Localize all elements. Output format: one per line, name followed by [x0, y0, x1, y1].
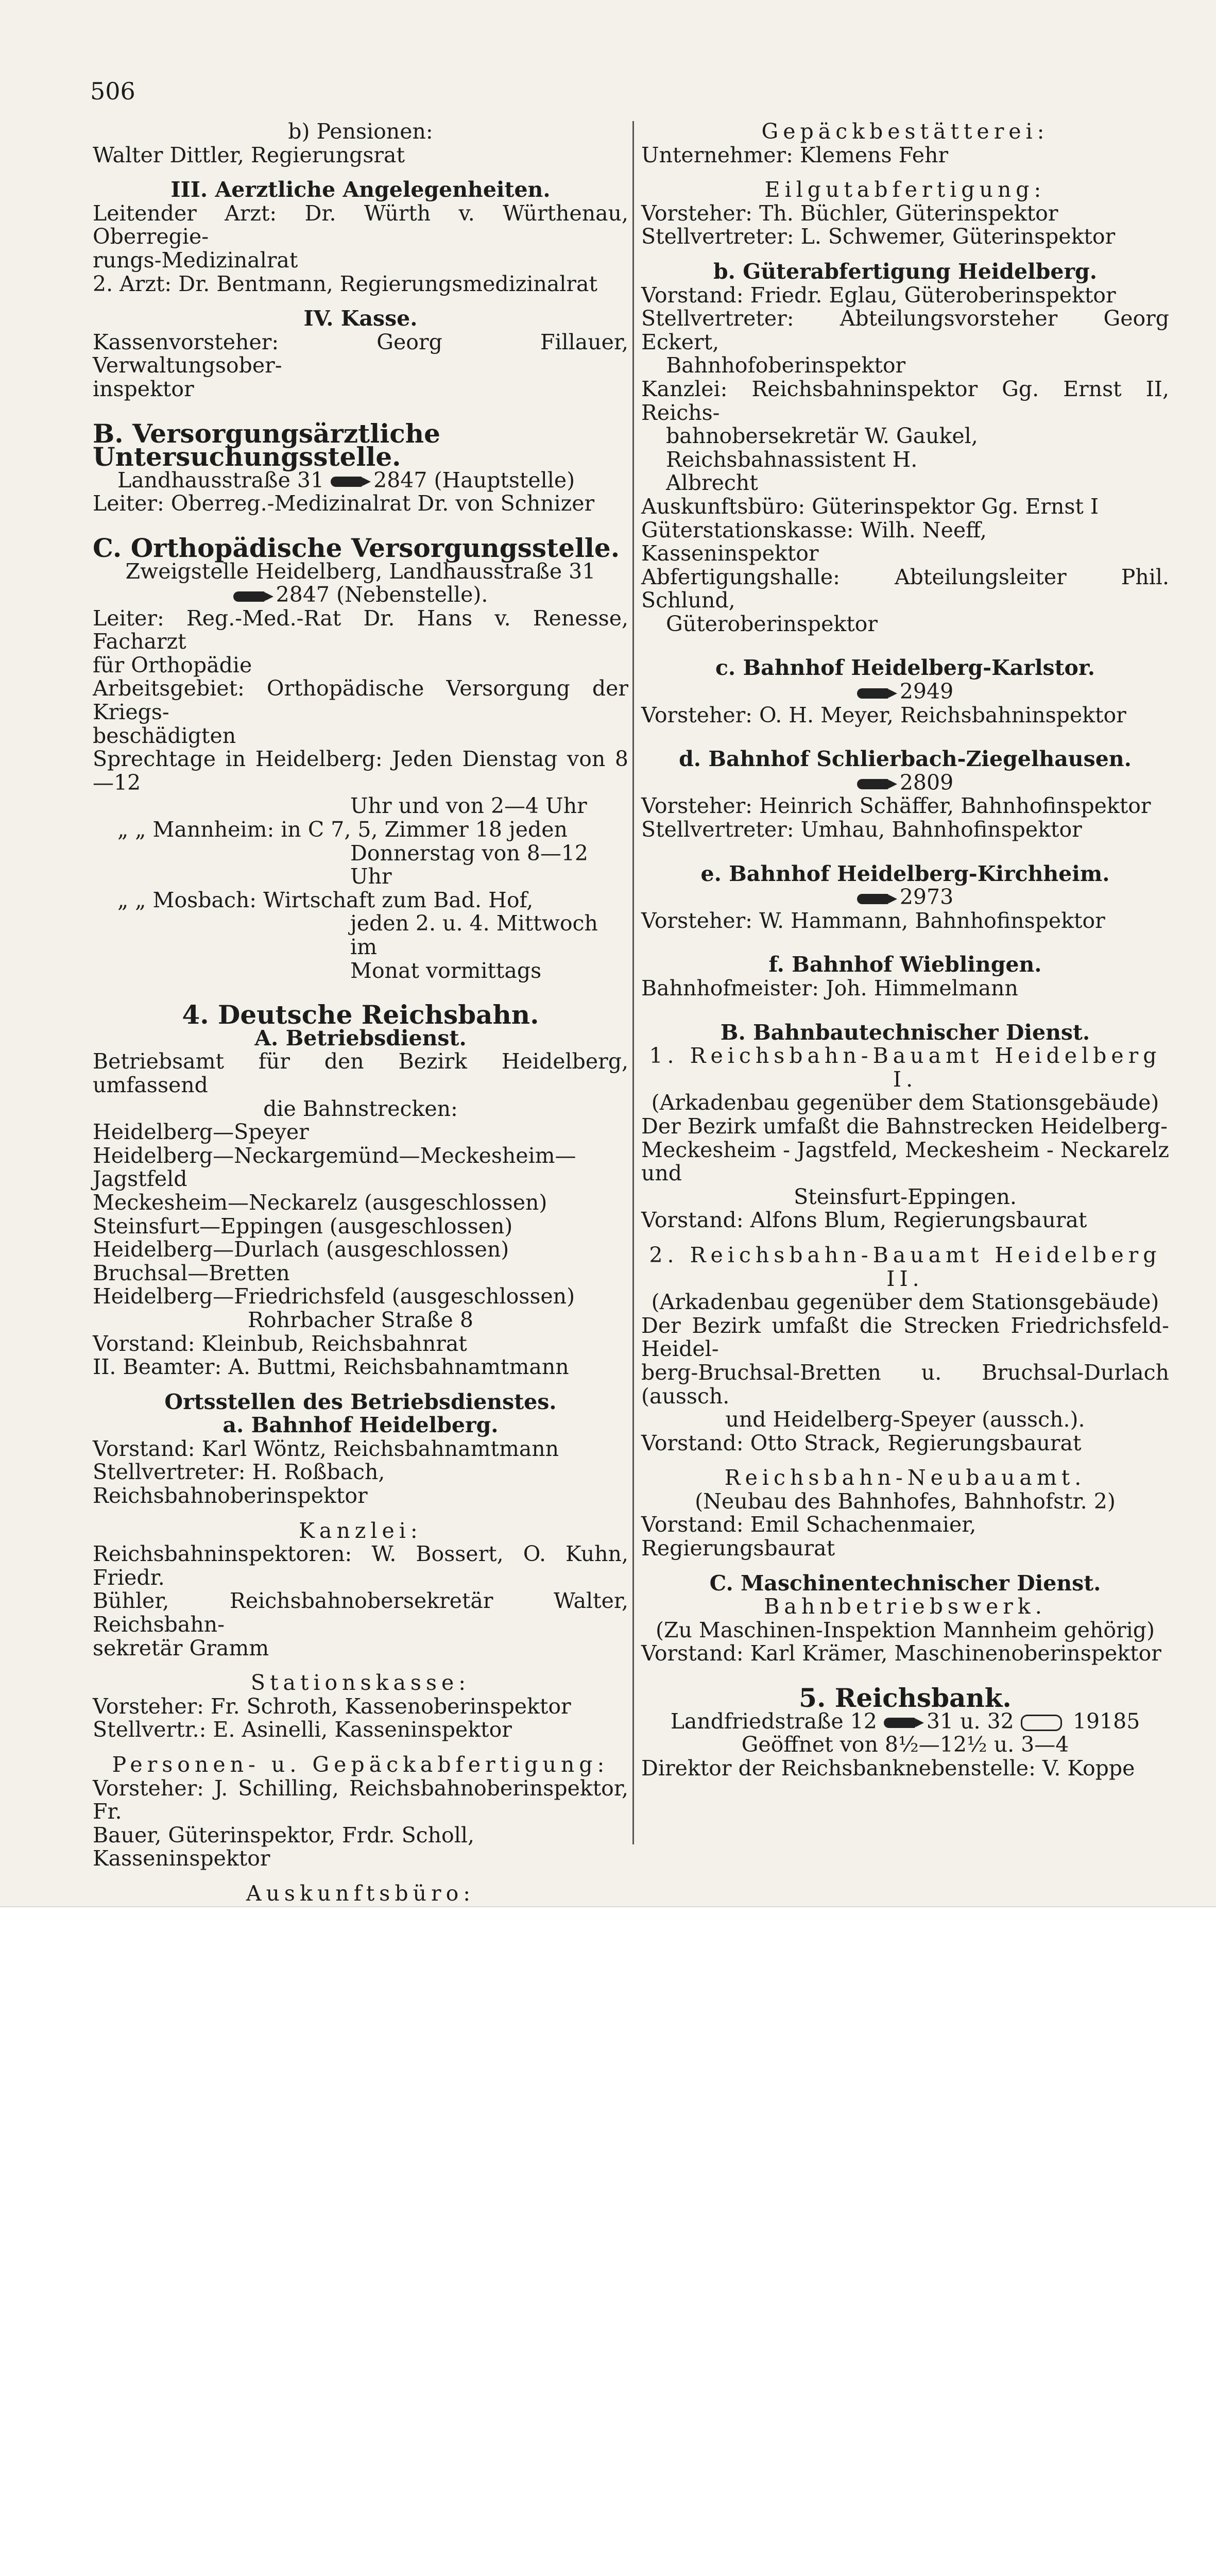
phone-line: [641, 680, 1169, 704]
section-heading: IV. Kasse.: [303, 306, 418, 331]
text-line: jeden 2. u. 4. Mittwoch im: [350, 911, 598, 959]
text-line: (Zu Maschinen-Inspektion Mannheim gehörig): [656, 1617, 1155, 1642]
text-line: (Neubau des Bahnhofes, Bahnhofstr. 2): [695, 1488, 1116, 1514]
phone-text: 2809: [899, 770, 954, 795]
text-line: Arbeitsgebiet: Orthopädische Versorgung der Kriegs-: [93, 676, 628, 725]
footer-bar: [0, 1906, 1216, 1980]
text-line: Abfertigungshalle: Abteilungsleiter Phil. Schlund,: [641, 564, 1169, 613]
text-line: Leiter: Reg.-Med.-Rat Dr. Hans v. Renesse, Facharzt: [93, 605, 628, 654]
spaced-heading: Bahnbetriebswerk.: [764, 1594, 1047, 1619]
text-line: Vorsteher: Th. Büchler, Güterinspektor: [641, 200, 1058, 226]
text-line: Vorsteher: Fr. Schroth, Kassenoberinspektor: [93, 1693, 571, 1719]
phone-text: 31 u. 32: [926, 1708, 1014, 1734]
text-line: „ „ Mosbach: Wirtschaft zum Bad. Hof,: [117, 887, 534, 912]
text-line: Heidelberg—Speyer: [93, 1120, 309, 1145]
section-heading: c. Bahnhof Heidelberg-Karlstor.: [715, 655, 1095, 681]
subsection-heading: A. Betriebsdienst.: [254, 1025, 467, 1050]
section-heading: Ortsstellen des Betriebsdienstes.: [164, 1389, 557, 1414]
spaced-heading: 1. Reichsbahn-Bauamt Heidelberg I.: [649, 1043, 1161, 1092]
column-divider: [632, 121, 634, 1844]
text-line: Betriebsamt für den Bezirk Heidelberg, umfassend: [93, 1049, 628, 1097]
text-line: Sprechtage in Heidelberg: Jeden Dienstag von 8—12: [93, 747, 628, 795]
text-line: Steinsfurt—Eppingen (ausgeschlossen): [93, 1213, 513, 1239]
section-heading: C. Orthopädische Versorgungsstelle.: [93, 532, 620, 563]
text-line: Heidelberg—Friedrichsfeld (ausgeschlossen): [93, 1284, 575, 1309]
text-line: Kassenvorsteher: Georg Fillauer, Verwaltungsober-: [93, 329, 628, 378]
section-heading: 4. Deutsche Reichsbahn.: [182, 999, 539, 1030]
text-line: Vorstand: Karl Krämer, Maschinenoberinspektor: [641, 1641, 1161, 1666]
text-line: Leiter: Oberreg.-Medizinalrat Dr. von Schnizer: [93, 491, 595, 516]
text-line: 2. Arzt: Dr. Bentmann, Regierungsmedizinalrat: [93, 271, 597, 296]
address-text: Landfriedstraße 12: [670, 1708, 877, 1734]
text-line: Stellvertreter: L. Schwemer, Güterinspektor: [641, 224, 1116, 249]
text-line: Vorsteher: W. Hammann, Bahnhofinspektor: [641, 908, 1105, 933]
text-line: Stellvertreter: Abteilungsvorsteher Georg Eckert,: [641, 306, 1169, 354]
text-line: Rohrbacher Straße 8: [248, 1307, 473, 1332]
subsection-heading: a. Bahnhof Heidelberg.: [222, 1413, 499, 1438]
telephone-icon: [857, 688, 889, 699]
section-heading: B. Bahnbautechnischer Dienst.: [720, 1020, 1090, 1045]
text-line: und Heidelberg-Speyer (aussch.).: [725, 1407, 1085, 1432]
spaced-heading: Auskunftsbüro:: [246, 1880, 475, 1906]
section-heading: C. Maschinentechnischer Dienst.: [709, 1570, 1101, 1596]
text-line: Stellvertr.: E. Asinelli, Kasseninspektor: [93, 1717, 512, 1742]
text-line: Güterstationskasse: Wilh. Neeff, Kasseninspektor: [641, 517, 987, 566]
text-line: Heidelberg—Durlach (ausgeschlossen): [93, 1237, 509, 1262]
text-line: Vorstand: Otto Strack, Regierungsbaurat: [641, 1430, 1082, 1455]
left-column: [93, 111, 628, 1929]
text-line: Güteroberinspektor: [666, 611, 878, 636]
address-line: [641, 1710, 1169, 1734]
text-line: Stellvertreter: Umhau, Bahnhofinspektor: [641, 817, 1082, 842]
text-line: Vorstand: Karl Wöntz, Reichsbahnamtmann: [93, 1436, 559, 1461]
text-line: Bühler, Reichsbahnobersekretär Walter, Reichsbahn-: [93, 1588, 628, 1637]
text-line: Bahnhofmeister: Joh. Himmelmann: [641, 976, 1018, 1001]
section-heading: b. Güterabfertigung Heidelberg.: [713, 259, 1097, 284]
right-column: [641, 111, 1169, 1780]
phone-text: 2847 (Hauptstelle): [373, 467, 575, 493]
telephone-icon: [857, 779, 889, 789]
text-line: Reichsbahninspektoren: W. Bossert, O. Kuhn, Friedr.: [93, 1541, 628, 1590]
text-line: Vorstand: Emil Schachenmaier, Regierungsbaurat: [641, 1512, 977, 1561]
spaced-heading: Kanzlei:: [299, 1518, 422, 1543]
telephone-icon: [331, 477, 363, 487]
text-line: Walter Dittler, Regierungsrat: [93, 142, 405, 167]
text-line: Vorstand: Friedr. Eglau, Güteroberinspektor: [641, 282, 1116, 308]
text-line: Donnerstag von 8—12 Uhr: [350, 840, 589, 889]
phone-text: 2973: [899, 885, 954, 910]
spaced-heading: Gepäckbestätterei:: [761, 119, 1049, 144]
text-line: Vorstand: Kleinbub, Reichsbahnrat: [93, 1331, 467, 1356]
spaced-heading: Personen- u. Gepäckabfertigung:: [112, 1752, 609, 1777]
phone-line: [641, 771, 1169, 795]
text-line: Unternehmer: Klemens Fehr: [641, 142, 949, 167]
text-line: Meckesheim - Jagstfeld, Meckesheim - Neckarelz und: [641, 1137, 1169, 1186]
text-line: Kanzlei: Reichsbahninspektor Gg. Ernst II, Reichs-: [641, 376, 1169, 425]
text-line: Auskunftsbüro: Güterinspektor Gg. Ernst I: [641, 494, 1099, 519]
text-line: bahnobersekretär W. Gaukel, Reichsbahnassistent H.: [666, 423, 978, 472]
section-heading: 5. Reichsbank.: [799, 1683, 1012, 1714]
text-line: Zweigstelle Heidelberg, Landhausstraße 31: [125, 558, 596, 584]
text-line: Vorsteher: Heinrich Schäffer, Bahnhofinspektor: [641, 793, 1151, 819]
text-line: sekretär Gramm: [93, 1635, 269, 1660]
telephone-icon: [233, 591, 265, 602]
pension-heading: b) Pensionen:: [288, 119, 433, 144]
text-line: rungs-Medizinalrat: [93, 247, 298, 273]
phone-text: 2949: [899, 679, 954, 704]
page-number: 506: [90, 77, 135, 105]
text-line: Der Bezirk umfaßt die Bahnstrecken Heidelberg-: [641, 1113, 1168, 1139]
text-line: II. Beamter: A. Buttmi, Reichsbahnamtmann: [93, 1354, 569, 1380]
section-heading: d. Bahnhof Schlierbach-Ziegelhausen.: [679, 747, 1132, 772]
text-line: beschädigten: [93, 723, 236, 748]
text-line: die Bahnstrecken:: [263, 1096, 458, 1121]
text-line: Stellvertreter: H. Roßbach, Reichsbahnoberinspektor: [93, 1460, 385, 1509]
account-text: 19185: [1072, 1708, 1140, 1734]
address-text: Landhausstraße 31: [117, 467, 324, 493]
section-heading: e. Bahnhof Heidelberg-Kirchheim.: [700, 861, 1110, 886]
section-heading: III. Aerztliche Angelegenheiten.: [170, 177, 551, 202]
text-line: Meckesheim—Neckarelz (ausgeschlossen): [93, 1190, 547, 1215]
text-line: Direktor der Reichsbanknebenstelle: V. Koppe: [641, 1755, 1135, 1781]
phone-line: [93, 583, 628, 607]
text-line: (Arkadenbau gegenüber dem Stationsgebäude): [651, 1290, 1159, 1315]
text-line: Geöffnet von 8½—12½ u. 3—4: [741, 1732, 1069, 1757]
text-line: Albrecht: [666, 470, 758, 496]
text-line: Vorsteher: J. Schilling, Reichsbahnoberinspektor, Fr.: [93, 1775, 628, 1824]
section-heading: B. Versorgungsärztliche Untersuchungsstelle.: [93, 418, 440, 472]
spaced-heading: Reichsbahn-Neubauamt.: [724, 1465, 1086, 1490]
section-heading: f. Bahnhof Wieblingen.: [768, 952, 1042, 977]
text-line: Monat vormittags: [350, 958, 542, 983]
text-line: Heidelberg—Neckargemünd—Meckesheim—Jagstfeld: [93, 1143, 576, 1192]
text-line: inspektor: [93, 376, 194, 401]
text-line: berg-Bruchsal-Bretten u. Bruchsal-Durlach (aussch.: [641, 1360, 1169, 1409]
text-line: „ „ Mannheim: in C 7, 5, Zimmer 18 jeden: [117, 817, 568, 842]
spaced-heading: 2. Reichsbahn-Bauamt Heidelberg II.: [649, 1242, 1161, 1291]
text-line: für Orthopädie: [93, 652, 252, 677]
telephone-icon: [884, 1718, 916, 1728]
text-line: Leitender Arzt: Dr. Würth v. Würthenau, Oberregie-: [93, 200, 628, 249]
text-line: Uhr und von 2—4 Uhr: [350, 793, 587, 819]
spaced-heading: Stationskasse:: [250, 1670, 471, 1696]
telephone-icon: [857, 894, 889, 904]
text-line: Vorstand: Alfons Blum, Regierungsbaurat: [641, 1208, 1087, 1233]
text-line: Bahnhofoberinspektor: [666, 353, 906, 378]
phone-text: 2847 (Nebenstelle).: [276, 582, 488, 607]
text-line: (Arkadenbau gegenüber dem Stationsgebäude): [651, 1090, 1159, 1115]
text-line: Steinsfurt-Eppingen.: [794, 1184, 1017, 1209]
text-line: Vorsteher: O. H. Meyer, Reichsbahninspektor: [641, 702, 1126, 727]
postal-check-icon: [1021, 1715, 1062, 1731]
spaced-heading: Eilgutabfertigung:: [764, 177, 1046, 202]
phone-line: [641, 886, 1169, 909]
text-line: Der Bezirk umfaßt die Strecken Friedrichsfeld-Heidel-: [641, 1313, 1169, 1362]
text-line: Bauer, Güterinspektor, Frdr. Scholl, Kasseninspektor: [93, 1822, 474, 1871]
text-line: Bruchsal—Bretten: [93, 1260, 290, 1285]
address-line: [93, 469, 628, 493]
